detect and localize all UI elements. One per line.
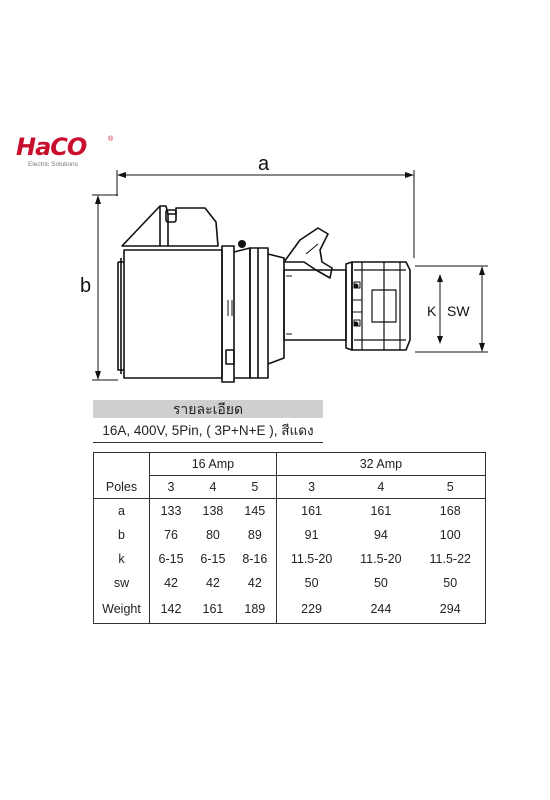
row-label: a	[94, 499, 150, 524]
details-heading: รายละเอียด	[93, 400, 323, 418]
table-poles-row	[94, 476, 486, 499]
table-cell: 8-16	[234, 547, 277, 571]
table-cell: 42	[234, 571, 277, 595]
row-label: sw	[94, 571, 150, 595]
dimension-k-label: K	[427, 303, 437, 319]
table-cell: 133	[150, 499, 193, 524]
poles-cell: 3	[276, 476, 346, 499]
table-group-header-row	[94, 453, 486, 476]
group-header-32-amp: 32 Amp	[276, 453, 485, 476]
poles-cell: 5	[415, 476, 485, 499]
table-cell: 161	[276, 499, 346, 524]
table-cell: 42	[150, 571, 193, 595]
poles-cell: 4	[346, 476, 415, 499]
group-header-16-amp: 16 Amp	[150, 453, 277, 476]
table-cell: 11.5-20	[276, 547, 346, 571]
poles-cell: 3	[150, 476, 193, 499]
table-row	[94, 499, 486, 524]
details-spec-line: 16A, 400V, 5Pin, ( 3P+N+E ), สีแดง	[93, 420, 323, 443]
table-cell: 189	[234, 595, 277, 624]
logo-registered-mark: ®	[108, 136, 114, 143]
table-cell: 11.5-20	[360, 552, 402, 566]
logo-wordmark: HaCO	[16, 133, 87, 161]
dimension-b-label: b	[80, 275, 92, 297]
table-cell: 161	[370, 504, 392, 518]
table-cell: 6-15	[200, 552, 226, 566]
table-cell: 145	[234, 499, 277, 524]
table-cell: 50	[415, 571, 485, 595]
table-cell: 11.5-22	[415, 547, 485, 571]
table-row	[94, 571, 486, 595]
row-label: Weight	[94, 595, 150, 624]
table-cell: 42	[205, 576, 220, 590]
table-cell: 229	[276, 595, 346, 624]
table-cell: 6-15	[150, 547, 193, 571]
table-cell: 161	[192, 595, 234, 624]
table-row	[94, 523, 486, 547]
poles-cell: 4	[192, 476, 234, 499]
poles-label: Poles	[94, 476, 150, 499]
row-label: b	[94, 523, 150, 547]
table-cell: 94	[373, 528, 388, 542]
table-cell: 142	[150, 595, 193, 624]
table-cell: 50	[276, 571, 346, 595]
dimension-table	[93, 452, 486, 624]
dimension-a-label: a	[258, 153, 270, 175]
dimension-sw-label: SW	[447, 303, 470, 319]
logo-tagline: Electric Solutions	[28, 161, 78, 168]
table-cell: 244	[346, 595, 415, 624]
table-row	[94, 595, 486, 624]
table-cell: 168	[415, 499, 485, 524]
table-cell: 100	[415, 523, 485, 547]
table-cell: 80	[205, 528, 220, 542]
table-row	[94, 547, 486, 571]
table-cell: 76	[150, 523, 193, 547]
row-label: k	[94, 547, 150, 571]
table-cell: 50	[373, 576, 388, 590]
table-cell: 91	[276, 523, 346, 547]
poles-cell: 5	[234, 476, 277, 499]
table-cell: 294	[415, 595, 485, 624]
table-cell: 138	[202, 504, 224, 518]
table-cell: 89	[234, 523, 277, 547]
